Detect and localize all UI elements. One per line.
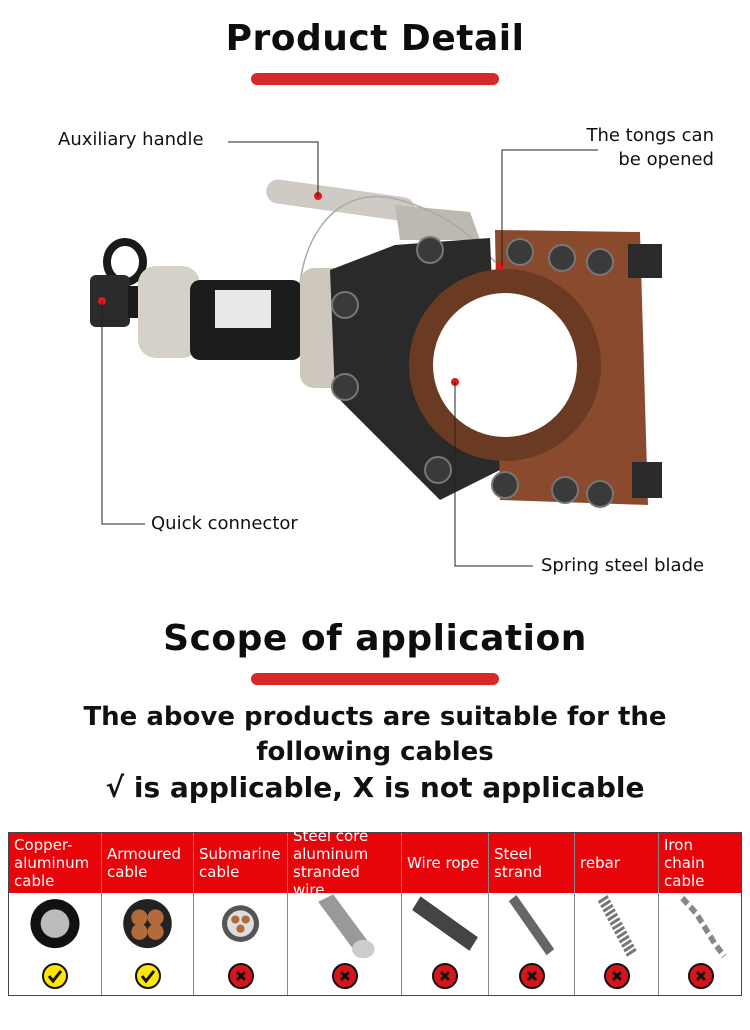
title-underline-bar	[251, 673, 499, 685]
cable-type-label-line: Steel	[494, 845, 533, 863]
cable-type-label-line: strand	[494, 863, 543, 881]
applicability-legend: √ is applicable, X is not applicable	[105, 771, 645, 804]
product-detail-title: Product Detail	[225, 18, 525, 59]
callout-tongs-line2: be opened	[618, 149, 714, 170]
cable-type-label-line: Submarine	[199, 845, 281, 863]
cable-type-label-line: chain	[664, 854, 705, 872]
cable-type-label-line: aluminum	[14, 854, 90, 872]
cross-icon	[604, 963, 630, 989]
cable-type-label	[194, 833, 287, 893]
cable-column	[659, 833, 743, 995]
callout-auxiliary-handle: Auxiliary handle	[58, 129, 204, 150]
callout-tongs-opened	[586, 124, 714, 172]
hydraulic-cable-cutter-image	[0, 100, 750, 600]
cable-type-label-line: cable	[664, 872, 705, 890]
cable-column	[575, 833, 659, 995]
cable-column	[288, 827, 402, 995]
cable-type-label-line: Steel core	[293, 827, 369, 845]
callout-quick-connector: Quick connector	[151, 513, 298, 534]
cable-type-label-line: Copper-	[14, 836, 73, 854]
cable-type-label-line: aluminum	[293, 845, 369, 863]
cable-type-label-line: cable	[199, 863, 240, 881]
callout-tongs-line1: The tongs can	[586, 125, 714, 146]
cable-column	[489, 833, 575, 995]
cable-type-label-line: Iron	[664, 836, 693, 854]
cable-applicability-table	[8, 827, 742, 996]
cable-type-label	[489, 833, 574, 893]
cable-type-label-line: cable	[14, 872, 55, 890]
cross-icon	[228, 963, 254, 989]
quick-connector-shape	[90, 275, 130, 327]
cross-icon	[432, 963, 458, 989]
cross-icon	[332, 963, 358, 989]
cable-type-label-line: rebar	[580, 854, 620, 872]
scope-description-line2: following cables	[256, 737, 494, 767]
cross-icon	[519, 963, 545, 989]
scope-title: Scope of application	[163, 618, 587, 659]
cable-column	[102, 833, 194, 995]
cable-type-label-line: cable	[107, 863, 148, 881]
callout-spring-steel-blade: Spring steel blade	[541, 555, 705, 576]
scope-description-line1: The above products are suitable for the	[83, 702, 667, 732]
cable-column	[402, 833, 489, 995]
title-underline-bar	[251, 73, 499, 85]
cable-column	[9, 833, 102, 995]
auxiliary-handle-shape	[265, 178, 417, 223]
cable-type-label	[288, 827, 401, 899]
cable-type-label	[9, 833, 101, 893]
cable-type-label	[575, 833, 658, 893]
cross-icon	[688, 963, 714, 989]
check-icon	[42, 963, 68, 989]
cable-type-label-line: Wire rope	[407, 854, 480, 872]
cable-type-label-line: stranded wire	[293, 863, 360, 899]
cable-type-label	[659, 833, 743, 893]
cable-column	[194, 833, 288, 995]
cable-type-label-line: Armoured	[107, 845, 182, 863]
cable-type-label	[102, 833, 193, 893]
check-icon	[135, 963, 161, 989]
cable-type-label	[402, 833, 488, 893]
